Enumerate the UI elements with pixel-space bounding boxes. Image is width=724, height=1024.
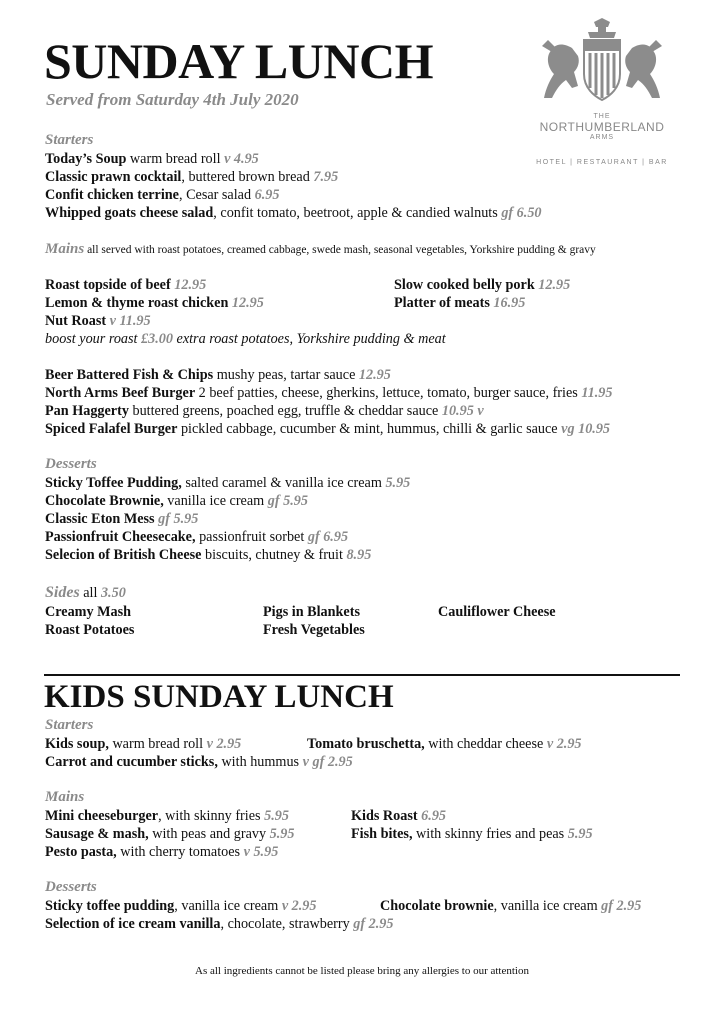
kids-mains-heading: Mains [45,789,85,805]
menu-item: Selection of ice cream vanilla, chocolate, strawberry gf 2.95 [45,916,394,932]
logo-arms: ARMS [589,134,615,141]
served-date: Served from Saturday 4th July 2020 [46,90,299,109]
menu-item: Roast topside of beef 12.95 [45,277,207,293]
side-item: Pigs in Blankets [263,604,360,620]
allergy-notice: As all ingredients cannot be listed please bring any allergies to our attention [195,965,529,977]
menu-item: Sausage & mash, with peas and gravy 5.95 [45,826,295,842]
coat-of-arms-icon [528,18,676,106]
menu-item: Classic Eton Mess gf 5.95 [45,511,199,527]
kids-starters-heading: Starters [45,717,94,733]
sides-heading: Sides [45,584,80,601]
section-divider [44,674,680,676]
starters-heading: Starters [45,132,94,148]
menu-item: Kids Roast 6.95 [351,808,446,824]
side-item: Cauliflower Cheese [438,604,556,620]
desserts-heading: Desserts [45,456,97,472]
menu-item: Whipped goats cheese salad, confit tomato, beetroot, apple & candied walnuts gf 6.50 [45,205,542,221]
mains-heading: Mains [45,241,85,257]
menu-item: Pan Haggerty buttered greens, poached egg, truffle & cheddar sauce 10.95 v [45,403,484,419]
menu-item: Beer Battered Fish & Chips mushy peas, tartar sauce 12.95 [45,367,391,383]
kids-title: KIDS SUNDAY LUNCH [44,679,394,715]
kids-desserts-heading: Desserts [45,879,97,895]
menu-item: Passionfruit Cheesecake, passionfruit sorbet gf 6.95 [45,529,349,545]
page-title: SUNDAY LUNCH [44,33,433,89]
menu-item: North Arms Beef Burger 2 beef patties, cheese, gherkins, lettuce, tomato, burger sauce, fries 11.95 [45,385,613,401]
menu-item: Chocolate brownie, vanilla ice cream gf 2.95 [380,898,642,914]
menu-item: Selecion of British Cheese biscuits, chutney & fruit 8.95 [45,547,372,563]
menu-item: Lemon & thyme roast chicken 12.95 [45,295,264,311]
menu-item: Sticky Toffee Pudding, salted caramel & vanilla ice cream 5.95 [45,475,411,491]
side-item: Roast Potatoes [45,622,135,638]
logo-name: NORTHUMBERLAND [539,120,665,134]
mains-heading-line [45,240,596,259]
side-item: Creamy Mash [45,604,132,620]
logo [528,18,676,166]
menu-item: Tomato bruschetta, with cheddar cheese v 2.95 [307,736,582,752]
menu-item: Spiced Falafel Burger pickled cabbage, cucumber & mint, hummus, chilli & garlic sauce vg 10.95 [45,421,611,437]
menu-item: Fish bites, with skinny fries and peas 5.95 [351,826,593,842]
menu-item: Platter of meats 16.95 [394,295,526,311]
menu-item: Pesto pasta, with cherry tomatoes v 5.95 [45,844,279,860]
menu-item: Sticky toffee pudding, vanilla ice cream v 2.95 [45,898,317,914]
menu-item: Carrot and cucumber sticks, with hummus v gf 2.95 [45,754,353,770]
menu-item: Nut Roast v 11.95 [45,313,151,329]
menu-item: Kids soup, warm bread roll v 2.95 [45,736,242,752]
menu-item: Classic prawn cocktail, buttered brown bread 7.95 [45,169,339,185]
side-item: Fresh Vegetables [263,622,365,638]
menu-item: Mini cheeseburger, with skinny fries 5.95 [45,808,289,824]
sides-heading-line: Sides all 3.50 [45,584,126,601]
logo-the: THE [593,113,611,120]
boost-roast-note: boost your roast £3.00 extra roast potatoes, Yorkshire pudding & meat [45,331,446,347]
menu-item: Confit chicken terrine, Cesar salad 6.95 [45,187,280,203]
menu-item: Chocolate Brownie, vanilla ice cream gf 5.95 [45,493,308,509]
logo-tagline: HOTEL | RESTAURANT | BAR [536,159,668,166]
menu-item: Slow cooked belly pork 12.95 [394,277,571,293]
mains-note: all served with roast potatoes, creamed cabbage, swede mash, seasonal vegetables, Yorkshire pudding & gravy [84,244,596,256]
menu-item: Today’s Soup warm bread roll v 4.95 [45,151,259,167]
